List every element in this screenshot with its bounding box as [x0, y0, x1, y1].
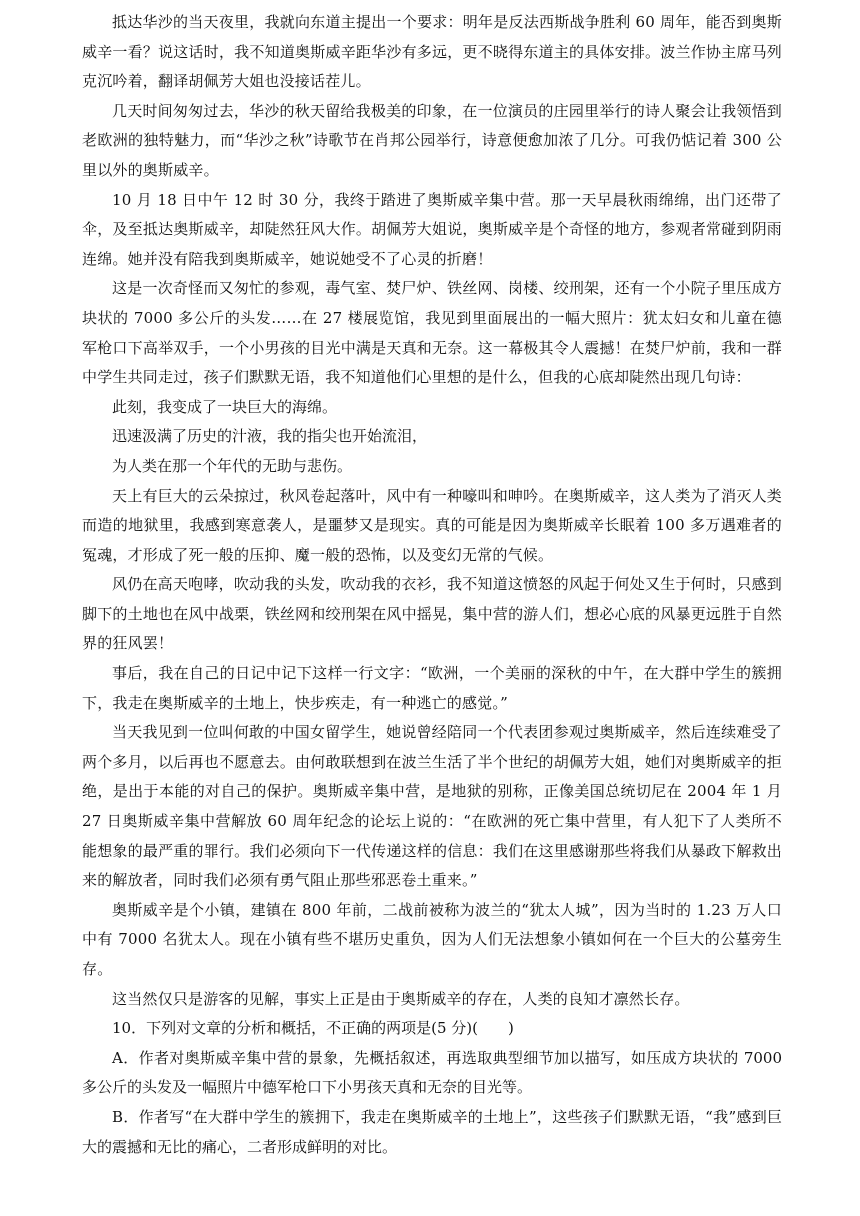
- document-page: [82, 8, 782, 1162]
- option-a: A．作者对奥斯威辛集中营的景象，先概括叙述，再选取典型细节加以描写，如压成方块状的 7000 多公斤的头发及一幅照片中德军枪口下小男孩天真和无奈的目光等。: [82, 1048, 782, 1097]
- question-stem: 10．下列对文章的分析和概括，不正确的两项是(5 分)( ): [112, 1019, 514, 1038]
- paragraph-1: 抵达华沙的当天夜里，我就向东道主提出一个要求：明年是反法西斯战争胜利 60 周年，能否到奥斯威辛一看？说这话时，我不知道奥斯威辛距华沙有多远，更不晓得东道主的具体安排。波兰作协主席马列克沉吟着，翻译胡佩芳大姐也没接话茬儿。: [82, 13, 782, 91]
- paragraph-9: 奥斯威辛是个小镇，建镇在 800 年前，二战前被称为波兰的“犹太人城”，因为当时的 1.23 万人口中有 7000 名犹太人。现在小镇有些不堪历史重负，因为人们无法想象小镇如何在一个巨大的公墓旁生存。: [82, 900, 782, 978]
- verse-line-1: 此刻，我变成了一块巨大的海绵。: [112, 397, 338, 416]
- option-b: B．作者写“在大群中学生的簇拥下，我走在奥斯威辛的土地上”，这些孩子们默默无语，“我”感到巨大的震撼和无比的痛心，二者形成鲜明的对比。: [82, 1107, 782, 1156]
- paragraph-3: 10 月 18 日中午 12 时 30 分，我终于踏进了奥斯威辛集中营。那一天早晨秋雨绵绵，出门还带了伞，及至抵达奥斯威辛，却陡然狂风大作。胡佩芳大姐说，奥斯威辛是个奇怪的地方，参观者常碰到阴雨连绵。她并没有陪我到奥斯威辛，她说她受不了心灵的折磨！: [82, 190, 782, 268]
- verse-line-3: 为人类在那一个年代的无助与悲伤。: [112, 456, 353, 475]
- paragraph-2: 几天时间匆匆过去，华沙的秋天留给我极美的印象，在一位演员的庄园里举行的诗人聚会让我领悟到老欧洲的独特魅力，而“华沙之秋”诗歌节在肖邦公园举行，诗意便愈加浓了几分。可我仍惦记着 300 公里以外的奥斯威辛。: [82, 101, 782, 179]
- paragraph-4: 这是一次奇怪而又匆忙的参观，毒气室、焚尸炉、铁丝网、岗楼、绞刑架，还有一个小院子里压成方块状的 7000 多公斤的头发……在 27 楼展览馆，我见到里面展出的一幅大照片：犹太妇女和儿童在德军枪口下高举双手，一个小男孩的目光中满是天真和无奈。这一幕极其令人震撼！在焚尸炉前，我和一群中学生共同走过，孩子们默默无语，我不知道他们心里想的是什么，但我的心底却陡然出现几句诗：: [82, 279, 782, 387]
- paragraph-7: 事后，我在自己的日记中记下这样一行文字：“欧洲，一个美丽的深秋的中午，在大群中学生的簇拥下，我走在奥斯威辛的土地上，快步疾走，有一种逃亡的感觉。”: [82, 664, 782, 712]
- paragraph-10: 这当然仅只是游客的见解，事实上正是由于奥斯威辛的存在，人类的良知才凛然长存。: [112, 989, 690, 1008]
- verse-line-2: 迅速汲满了历史的汁液，我的指尖也开始流泪，: [112, 427, 428, 446]
- paragraph-6: 风仍在高天咆哮，吹动我的头发，吹动我的衣衫，我不知道这愤怒的风起于何处又生于何时，只感到脚下的土地也在风中战栗，铁丝网和绞刑架在风中摇晃，集中营的游人们，想必心底的风暴更远胜于自然界的狂风罢！: [82, 575, 782, 653]
- paragraph-5: 天上有巨大的云朵掠过，秋风卷起落叶，风中有一种嚎叫和呻吟。在奥斯威辛，这人类为了消灭人类而造的地狱里，我感到寒意袭人，是噩梦又是现实。真的可能是因为奥斯威辛长眠着 100 多万遇难者的冤魂，才形成了死一般的压抑、魔一般的恐怖，以及变幻无常的气候。: [82, 486, 782, 564]
- paragraph-8: 当天我见到一位叫何敢的中国女留学生，她说曾经陪同一个代表团参观过奥斯威辛，然后连续难受了两个多月，以后再也不愿意去。由何敢联想到在波兰生活了半个世纪的胡佩芳大姐，她们对奥斯威辛的拒绝，是出于本能的对自己的保护。奥斯威辛集中营，是地狱的别称，正像美国总统切尼在 2004 年 1 月 27 日奥斯威辛集中营解放 60 周年纪念的论坛上说的：“在欧洲的死亡集中营里，有人犯下了人类所不能想象的最严重的罪行。我们必须向下一代传递这样的信息：我们在这里感谢那些将我们从暴政下解救出来的解放者，同时我们必须有勇气阻止那些邪恶卷土重来。”: [82, 723, 782, 890]
